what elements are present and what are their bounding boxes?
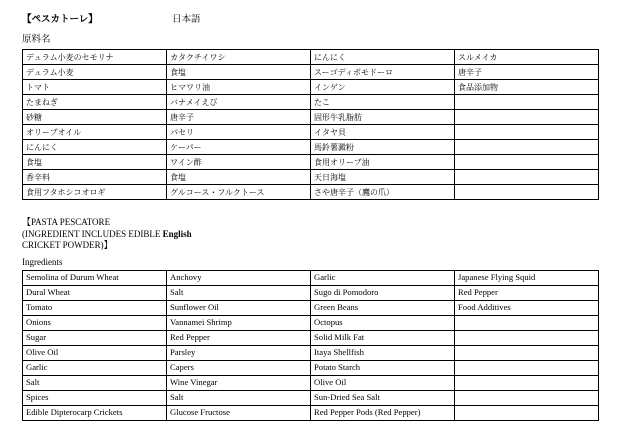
- table-row: [23, 315, 599, 330]
- table-cell: ワイン酢: [167, 155, 311, 170]
- table-cell: Olive Oil: [23, 345, 167, 360]
- table-cell: 食塩: [167, 170, 311, 185]
- table-row: [23, 360, 599, 375]
- table-cell: Semolina of Durum Wheat: [23, 270, 167, 285]
- table-cell: 馬鈴薯澱粉: [311, 140, 455, 155]
- table-cell: [455, 375, 599, 390]
- table-row: [23, 50, 599, 65]
- table-cell: Vannamei Shrimp: [167, 315, 311, 330]
- table-cell: Japanese Flying Squid: [455, 270, 599, 285]
- table-cell: Sugar: [23, 330, 167, 345]
- table-cell: Red Pepper Pods (Red Pepper): [311, 405, 455, 420]
- table-cell: Octopus: [311, 315, 455, 330]
- table-cell: Red Pepper: [167, 330, 311, 345]
- table-cell: [455, 155, 599, 170]
- table-cell: [455, 140, 599, 155]
- table-cell: Garlic: [23, 360, 167, 375]
- japanese-ingredients-table: [22, 49, 599, 200]
- table-cell: Salt: [167, 285, 311, 300]
- table-row: [23, 375, 599, 390]
- table-row: [23, 140, 599, 155]
- table-row: [23, 155, 599, 170]
- table-cell: [455, 345, 599, 360]
- table-cell: デュラム小麦: [23, 65, 167, 80]
- table-cell: [455, 360, 599, 375]
- table-cell: インゲン: [311, 80, 455, 95]
- table-cell: 食用フタホシコオロギ: [23, 185, 167, 200]
- english-product-title-line3: CRICKET POWDER)】: [22, 240, 113, 250]
- table-cell: Spices: [23, 390, 167, 405]
- table-cell: たまねぎ: [23, 95, 167, 110]
- table-cell: 固形牛乳脂肪: [311, 110, 455, 125]
- table-cell: 食用オリーブ油: [311, 155, 455, 170]
- table-cell: Tomato: [23, 300, 167, 315]
- english-product-title-line1: 【PASTA PESCATORE: [22, 217, 111, 227]
- english-header: [22, 217, 598, 252]
- table-row: [23, 390, 599, 405]
- table-cell: Parsley: [167, 345, 311, 360]
- table-cell: イタヤ貝: [311, 125, 455, 140]
- table-row: [23, 285, 599, 300]
- table-row: [23, 125, 599, 140]
- table-row: [23, 110, 599, 125]
- table-cell: [455, 125, 599, 140]
- english-language-note: English: [162, 228, 192, 239]
- table-cell: Salt: [23, 375, 167, 390]
- table-cell: Glucose Fructose: [167, 405, 311, 420]
- table-cell: Sugo di Pomodoro: [311, 285, 455, 300]
- table-cell: オリーブオイル: [23, 125, 167, 140]
- table-cell: Solid Milk Fat: [311, 330, 455, 345]
- table-cell: Potato Starch: [311, 360, 455, 375]
- table-cell: Dural Wheat: [23, 285, 167, 300]
- table-cell: Itaya Shellfish: [311, 345, 455, 360]
- table-cell: 天日海塩: [311, 170, 455, 185]
- table-cell: 砂糖: [23, 110, 167, 125]
- japanese-language-note: 日本語: [172, 15, 201, 25]
- table-cell: スーゴディポモドーロ: [311, 65, 455, 80]
- table-row: [23, 170, 599, 185]
- english-product-title-line2: [22, 229, 598, 241]
- english-ingredient-note: (INGREDIENT INCLUDES EDIBLE: [22, 228, 161, 239]
- table-cell: Anchovy: [167, 270, 311, 285]
- table-cell: グルコース・フルクトース: [167, 185, 311, 200]
- table-cell: Food Additives: [455, 300, 599, 315]
- table-cell: にんにく: [23, 140, 167, 155]
- table-cell: Salt: [167, 390, 311, 405]
- table-cell: さや唐辛子（鷹の爪）: [311, 185, 455, 200]
- table-cell: [455, 330, 599, 345]
- table-cell: Sunflower Oil: [167, 300, 311, 315]
- table-cell: Wine Vinegar: [167, 375, 311, 390]
- table-row: [23, 300, 599, 315]
- table-cell: 唐辛子: [455, 65, 599, 80]
- table-cell: Sun-Dried Sea Salt: [311, 390, 455, 405]
- english-ingredients-table: [22, 270, 599, 421]
- table-cell: [455, 315, 599, 330]
- table-cell: スルメイカ: [455, 50, 599, 65]
- table-row: [23, 80, 599, 95]
- japanese-ingredients-label: 原料名: [22, 35, 51, 45]
- table-row: [23, 65, 599, 80]
- table-cell: Garlic: [311, 270, 455, 285]
- table-cell: たこ: [311, 95, 455, 110]
- table-cell: 唐辛子: [167, 110, 311, 125]
- japanese-product-title: 【ペスカトーレ】: [22, 15, 98, 25]
- table-cell: Red Pepper: [455, 285, 599, 300]
- table-row: [23, 330, 599, 345]
- table-cell: Capers: [167, 360, 311, 375]
- table-cell: 香辛料: [23, 170, 167, 185]
- table-cell: にんにく: [311, 50, 455, 65]
- english-ingredients-label: Ingredients: [22, 256, 63, 267]
- table-cell: 食品添加物: [455, 80, 599, 95]
- table-cell: 食塩: [23, 155, 167, 170]
- table-cell: ヒマワリ油: [167, 80, 311, 95]
- table-cell: [455, 170, 599, 185]
- table-cell: トマト: [23, 80, 167, 95]
- table-cell: [455, 95, 599, 110]
- table-row: [23, 95, 599, 110]
- table-cell: [455, 185, 599, 200]
- table-cell: デュラム小麦のセモリナ: [23, 50, 167, 65]
- table-row: [23, 345, 599, 360]
- table-row: [23, 185, 599, 200]
- table-cell: カタクチイワシ: [167, 50, 311, 65]
- table-cell: ケーパー: [167, 140, 311, 155]
- table-cell: Onions: [23, 315, 167, 330]
- table-cell: Olive Oil: [311, 375, 455, 390]
- table-cell: 食塩: [167, 65, 311, 80]
- table-cell: Edible Dipterocarp Crickets: [23, 405, 167, 420]
- japanese-header: [22, 14, 598, 27]
- table-row: [23, 270, 599, 285]
- table-cell: [455, 390, 599, 405]
- table-cell: バナメイえび: [167, 95, 311, 110]
- table-cell: [455, 110, 599, 125]
- table-cell: Green Beans: [311, 300, 455, 315]
- table-cell: パセリ: [167, 125, 311, 140]
